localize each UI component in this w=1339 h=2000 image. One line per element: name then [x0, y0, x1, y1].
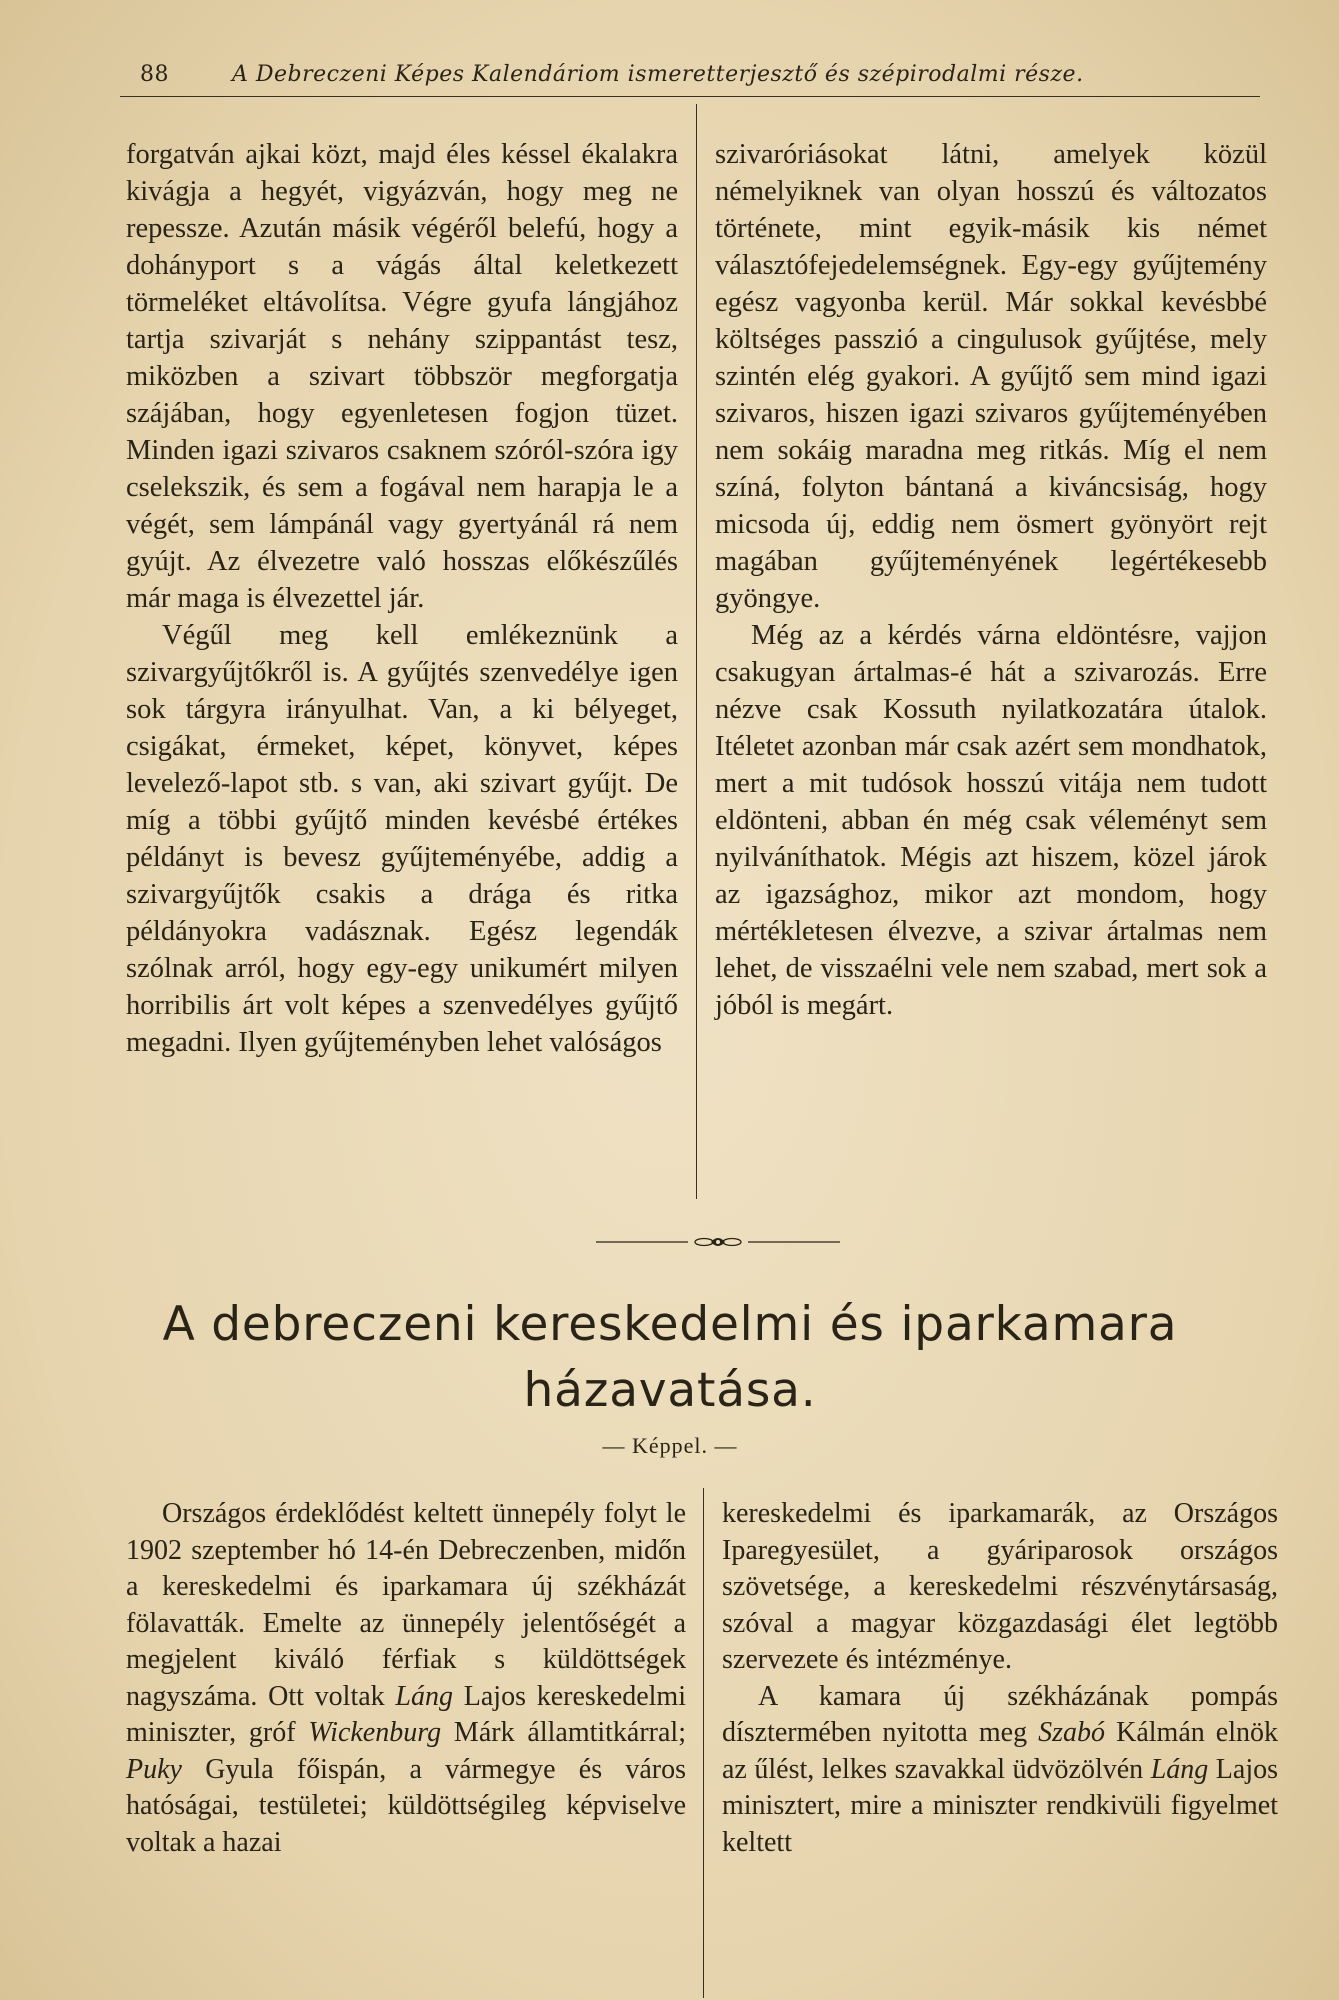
running-header [120, 62, 1260, 97]
article-title-line-1: A debreczeni kereskedelmi és iparkamara [162, 1297, 1178, 1352]
page-number: 88 [140, 62, 169, 87]
running-title: A Debreczeni Képes Kalendáriom ismeretterjesztő és szépirodalmi része. [232, 62, 1084, 87]
section-ornament [596, 1232, 840, 1252]
paragraph: szivaróriásokat látni, amelyek közül némelyiknek van olyan hosszú és változatos története, mint egyik-másik kis német választófejedelemségnek. Egy-egy gyűjtemény egész vagyonba kerül. Már sokkal kevésbbé költséges passzió a cingulusok gyűjtése, mely szintén elég gyakori. A gyűjtő sem mind igazi szivaros, hiszen igazi szivaros gyűjteményében nem sokáig maradna meg ritkás. Míg el nem színá, folyton bántaná a kiváncsiság, hogy micsoda új, eddig nem ösmert gyönyört rejt magában gyűjteményének legértékesebb gyöngye. [715, 139, 1267, 614]
person-name: Láng [1150, 1753, 1209, 1785]
paragraph: Még az a kérdés várna eldöntésre, vajjon csakugyan ártalmas-é hát a szivarozás. Erre nézve csak Kossuth nyilatkozatára útalok. Itéletet azonban már csak azért sem mondhatok, mert a mit tudósok hosszú vitája nem tudott eldönteni, abban én még csak véleményt sem nyilváníthatok. Mégis azt hiszem, közel járok az igazsághoz, mikor azt mondom, hogy mértékletesen élvezve, a szivar ártalmas nem lehet, de visszaélni vele nem szabad, mert sok a jóból is megárt. [715, 620, 1267, 1021]
person-name: Szabó [1038, 1717, 1106, 1748]
article-right-column [722, 1496, 1278, 1861]
person-name: Láng [395, 1680, 453, 1712]
paragraph: A kamara új székházának pompás dísztermében nyitotta meg Szabó Kálmán elnök az űlést, lelkes szavakkal üdvözölvén Láng Lajos minisztert, mire a miniszter rendkivüli figyelmet keltett [722, 1680, 1278, 1858]
column-divider [703, 1488, 704, 1998]
paragraph: kereskedelmi és iparkamarák, az Országos Iparegyesület, a gyáriparosok országos szövetsége, a kereskedelmi részvénytársaság, szóval a magyar közgazdasági élet legtöbb szervezete és intézménye. [722, 1498, 1278, 1675]
person-name: Puky [126, 1753, 182, 1785]
article-left-column [126, 1496, 686, 1861]
article-subtitle: — Képpel. — [602, 1433, 738, 1458]
article-title-line-2: házavatása. [523, 1363, 817, 1418]
person-name: Wickenburg [308, 1717, 442, 1748]
paragraph: forgatván ajkai közt, majd éles késsel ékalakra kivágja a hegyét, vigyázván, hogy meg ne repessze. Azután másik végéről belefú, hogy a dohányport s a vágás által keletkezett törmeléket eltávolítsa. Végre gyufa lángjához tartja szivarját s nehány szippantást tesz, miközben a szivart többször megforgatja szájában, hogy egyenletesen fogjon tüzet. Minden igazi szivaros csaknem szóról-szóra igy cselekszik, és sem a fogával nem harapja le a végét, sem lámpánál vagy gyertyánál rá nem gyújt. Az élvezetre való hosszas előkészűlés már maga is élvezettel jár. [126, 139, 678, 614]
top-right-column [715, 136, 1267, 1024]
column-divider [696, 104, 697, 1199]
article-title [100, 1292, 1240, 1424]
top-left-column [126, 136, 678, 1061]
paragraph: Országos érdeklődést keltett ünnepély folyt le 1902 szeptember hó 14-én Debreczenben, midőn a kereskedelmi és iparkamara új székházát fölavatták. Emelte az ünnepély jelentőségét a megjelent kiváló férfiak s küldöttségek nagyszáma. Ott voltak Láng Lajos kereskedelmi miniszter, gróf Wickenburg Márk államtitkárral; Puky Gyula főispán, a vármegye és város hatóságai, testületei; küldöttségileg képviselve voltak a hazai [126, 1498, 686, 1858]
paragraph: Végűl meg kell emlékeznünk a szivargyűjtőkről is. A gyűjtés szenvedélye igen sok tárgyra irányulhat. Van, a ki bélyeget, csigákat, érmeket, képet, könyvet, képes levelező-lapot stb. s van, aki szivart gyűjt. De míg a többi gyűjtő minden kevésbé értékes példányt is bevesz gyűjteményébe, addig a szivargyűjtők csakis a drága és ritka példányokra vadásznak. Egész legendák szólnak arról, hogy egy-egy unikumért milyen horribilis árt volt képes a szenvedélyes gyűjtő megadni. Ilyen gyűjteményben lehet valóságos [126, 620, 678, 1058]
